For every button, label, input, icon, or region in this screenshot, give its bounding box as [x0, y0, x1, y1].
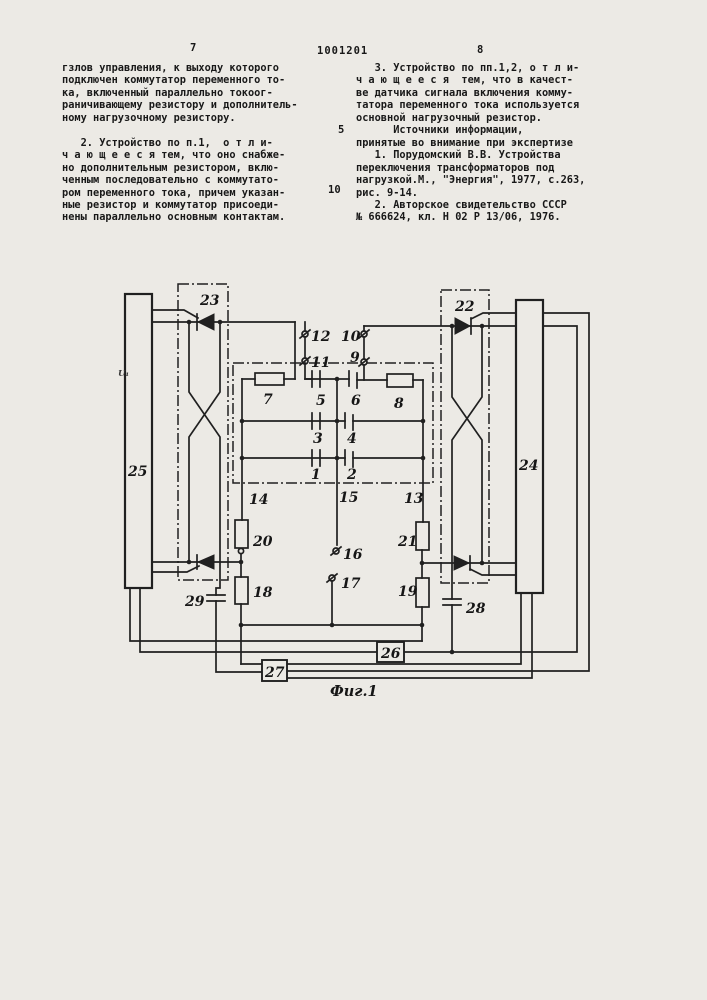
label-4: 4	[347, 431, 357, 447]
cross-wire-left-a	[189, 324, 220, 595]
contact-unit-boundary	[233, 363, 433, 483]
label-7: 7	[263, 392, 273, 408]
label-10: 10	[341, 329, 361, 345]
winding-24	[516, 300, 543, 593]
text-line	[62, 124, 340, 136]
winding-25	[125, 294, 152, 588]
text-line: нагрузкой.М., "Энергия", 1977, с.263,	[356, 174, 586, 187]
label-17: 17	[341, 576, 361, 592]
label-9: 9	[350, 350, 360, 366]
text-line: Источники информации,	[356, 124, 524, 137]
label-24: 24	[519, 458, 539, 474]
label-1: 1	[311, 467, 321, 483]
right-column	[356, 62, 651, 224]
text-line: основной нагрузочный резистор.	[356, 111, 542, 124]
text-line: подключен коммутатор переменного то-	[62, 74, 286, 87]
label-11: 11	[311, 355, 331, 371]
text-line: но дополнительным резистором, вклю-	[62, 161, 279, 174]
text-line: 3. Устройство по пп.1,2, о т л и-	[356, 62, 580, 74]
text-line: переключения трансформаторов под	[356, 161, 555, 174]
text-line: ка, включенный параллельно токоог-	[62, 86, 273, 99]
resistor-8	[387, 374, 413, 387]
bus-wire	[130, 588, 422, 641]
label-25: 25	[128, 464, 148, 480]
text-line: татора переменного тока используется	[356, 99, 580, 112]
thyristor-right-gate-wire	[470, 569, 516, 575]
label-16: 16	[343, 547, 363, 563]
thyristor-22-icon	[455, 318, 470, 334]
cross-wire-left-b	[189, 324, 220, 562]
resistor-19	[416, 578, 429, 607]
label-21: 21	[398, 534, 418, 550]
text-line: 1. Порудомский В.В. Устройства	[356, 149, 561, 162]
page-number-left: 7	[190, 42, 197, 54]
thyristor-left-gate-wire	[152, 566, 199, 572]
wire	[216, 601, 262, 672]
thyristor-left-icon	[198, 555, 214, 569]
text-line: нены параллельно основным контактам.	[62, 211, 286, 224]
text-line: раничивающему резистору и дополнитель-	[62, 99, 298, 112]
label-3: 3	[313, 431, 323, 447]
label-22: 22	[455, 299, 475, 315]
label-5: 5	[316, 393, 326, 409]
label-12: 12	[311, 329, 331, 345]
text-line: ные резистор и коммутатор присоеди-	[62, 198, 279, 211]
thyristor-23-gate-wire	[152, 310, 198, 318]
label-23: 23	[200, 293, 220, 309]
text-line: ченным последовательно с коммутато-	[62, 174, 279, 187]
label-26: 26	[381, 646, 401, 662]
text-line: 2. Авторское свидетельство СССР	[356, 198, 567, 211]
thyristor-22-gate-wire	[471, 313, 516, 319]
voltage-label: U₁	[118, 369, 130, 379]
label-13: 13	[404, 491, 424, 507]
gutter-line-5: 5	[338, 124, 345, 136]
resistor-21	[416, 522, 429, 550]
text-line: ве датчика сигнала включения комму-	[356, 86, 573, 99]
patent-number: 1001201	[317, 45, 369, 57]
cross-wire-right-a	[452, 328, 482, 563]
page-number-right: 8	[477, 44, 484, 56]
figure-caption: Фиг.1	[330, 683, 378, 700]
label-2: 2	[347, 467, 357, 483]
bus-wire	[287, 593, 532, 678]
label-29: 29	[185, 594, 205, 610]
label-27: 27	[265, 665, 285, 681]
label-19: 19	[398, 584, 418, 600]
text-line: ч а ю щ е е с я тем, что оно снабже-	[62, 149, 286, 162]
text-line: № 666624, кл. Н 02 Р 13/06, 1976.	[356, 211, 561, 224]
text-line: 2. Устройство по п.1, о т л и-	[62, 136, 273, 149]
label-6: 6	[351, 393, 361, 409]
text-line: рис. 9-14.	[356, 186, 418, 199]
label-14: 14	[249, 492, 269, 508]
text-line: ч а ю щ е е с я тем, что в качест-	[356, 74, 573, 87]
text-line: ному нагрузочному резистору.	[62, 111, 236, 124]
bus-wire	[404, 326, 577, 652]
label-15: 15	[339, 490, 359, 506]
resistor-20	[235, 520, 248, 548]
resistor-20-terminal-icon	[238, 548, 243, 553]
label-18: 18	[253, 585, 273, 601]
text-line: гзлов управления, к выходу которого	[62, 62, 279, 74]
thyristor-23-icon	[198, 314, 214, 330]
thyristor-right-icon	[454, 556, 469, 570]
resistor-18	[235, 577, 248, 604]
label-28: 28	[466, 601, 486, 617]
label-20: 20	[253, 534, 273, 550]
resistor-7	[255, 373, 284, 385]
label-8: 8	[394, 396, 404, 412]
gutter-line-10: 10	[328, 184, 341, 196]
text-line: ром переменного тока, причем указан-	[62, 186, 286, 199]
text-line: принятые во внимание при экспертизе	[356, 136, 573, 149]
left-column	[62, 62, 340, 224]
